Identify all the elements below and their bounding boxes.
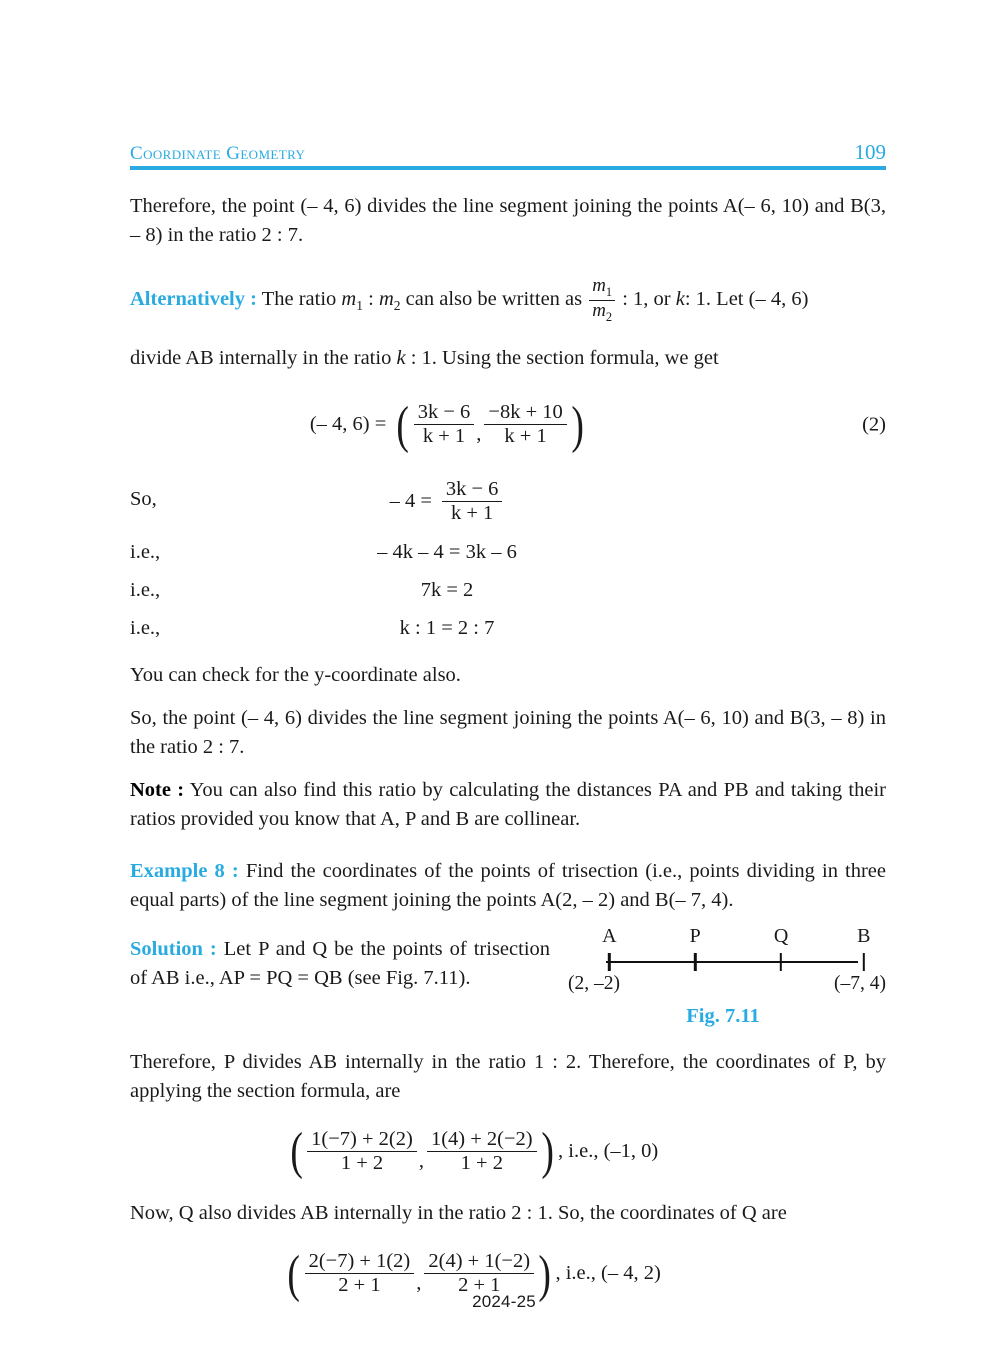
eq2-comma: ,: [476, 423, 482, 446]
figure-caption: Fig. 7.11: [686, 1004, 760, 1027]
alt-text-2: can also be written as: [405, 288, 583, 311]
frac-m-num: m: [592, 275, 606, 297]
m1-subscript: 1: [356, 298, 363, 314]
segment-line: [606, 961, 858, 963]
equation-q-fraction-y: [424, 1250, 534, 1297]
eqq-frac2-den: 2 + 1: [424, 1273, 534, 1297]
equation-so-row: [130, 478, 886, 525]
eq2-frac2-num: −8k + 10: [488, 401, 563, 424]
figure-coordinate-labels: [568, 973, 886, 1003]
segment-tick-b: [863, 953, 865, 971]
equation-2-row: [130, 395, 886, 454]
alt-text-4: : 1. Let (– 4, 6): [684, 288, 809, 311]
figure-label-b: B: [857, 924, 871, 947]
example-label: Example 8 :: [130, 859, 239, 882]
equation-ie1-label: i.e.,: [130, 541, 161, 564]
page-number: 109: [854, 140, 886, 164]
equation-q-fraction-x: [305, 1250, 415, 1297]
alt-text-3: : 1, or: [622, 288, 671, 311]
equation-p-fraction-x: [307, 1128, 417, 1175]
eqp-frac1-den: 1 + 2: [307, 1151, 417, 1175]
equation-q-result: , i.e., (– 4, 2): [555, 1262, 661, 1284]
equation-ie3-row: [130, 617, 886, 645]
equation-ie1: – 4k – 4 = 3k – 6: [377, 541, 517, 564]
frac-m-den: m: [592, 299, 606, 321]
eq-so-den: k + 1: [442, 501, 503, 525]
equation-2-tag: (2): [862, 413, 886, 436]
eqp-frac1-num: 1(−7) + 2(2): [311, 1128, 413, 1151]
eqq-frac1-num: 2(−7) + 1(2): [308, 1250, 411, 1273]
paragraph-now-q: Now, Q also divides AB internally in the ratio 2 : 1. So, the coordinates of Q are: [130, 1201, 787, 1224]
equation-ie2-row: [130, 579, 886, 607]
equation-2-lhs: (– 4, 6) =: [309, 413, 387, 436]
equation-ie3-label: i.e.,: [130, 617, 161, 640]
eqq-comma: ,: [416, 1271, 422, 1294]
figure-label-a: A: [602, 924, 617, 947]
paragraph-divide-ab: [130, 344, 886, 373]
paragraph-therefore-p: Therefore, P divides AB internally in the ratio 1 : 2. Therefore, the coordinates of P, by applying the section formula, are: [130, 1050, 886, 1102]
divide-text-1: divide AB internally in the ratio: [130, 347, 392, 370]
equation-p-result: , i.e., (–1, 0): [558, 1139, 659, 1162]
eqq-frac2-num: 2(4) + 1(−2): [428, 1250, 531, 1273]
eqp-frac2-num: 1(4) + 2(−2): [430, 1128, 533, 1151]
eq2-frac1-den: k + 1: [414, 424, 475, 448]
note-label: Note :: [130, 779, 185, 802]
equation-ie2: 7k = 2: [420, 579, 474, 602]
page-footer: [0, 1292, 1008, 1312]
paragraph-note: [130, 776, 886, 834]
fraction-numerator: [589, 276, 615, 299]
footer-year: 2024-25: [472, 1292, 536, 1311]
frac-m-den-sub: 2: [605, 309, 613, 324]
frac-m-num-sub: 1: [605, 284, 613, 299]
ratio-m1-m2: [341, 288, 401, 314]
figure-label-p: P: [689, 924, 701, 947]
solution-label: Solution :: [130, 937, 217, 960]
equation-so: [130, 478, 886, 525]
figure-coord-a: (2, –2): [568, 972, 620, 994]
m2-symbol: m: [378, 288, 394, 311]
equation-p-fraction-y: [427, 1128, 537, 1175]
header-divider: [130, 166, 886, 170]
eqp-frac2-den: 1 + 2: [427, 1151, 537, 1175]
equation-2-fraction-x: [414, 401, 475, 448]
eq-so-num: 3k − 6: [445, 478, 499, 501]
eq2-frac2-den: k + 1: [484, 424, 566, 448]
k-symbol-2: k: [396, 347, 406, 370]
figure-label-q: Q: [773, 924, 789, 947]
figure-point-labels: [568, 925, 886, 951]
equation-so-lhs: – 4 =: [389, 490, 432, 513]
alt-text-1: The ratio: [261, 288, 337, 311]
fraction-m1-over-m2: [589, 276, 615, 324]
alternatively-label: Alternatively :: [130, 288, 257, 311]
figure-coord-b: (–7, 4): [834, 972, 886, 994]
equation-2-fraction-y: [484, 401, 566, 448]
segment-tick-p: [694, 953, 696, 971]
m1-symbol: m: [341, 288, 357, 311]
ratio-colon: :: [368, 288, 374, 311]
divide-text-2: : 1. Using the section formula, we get: [410, 347, 719, 370]
equation-ie2-label: i.e.,: [130, 579, 161, 602]
note-text: You can also find this ratio by calculating the distances PA and PB and taking their ratios provided you know that A, P and B are collinear.: [130, 779, 886, 831]
fraction-denominator: [589, 300, 615, 324]
segment-tick-q: [780, 953, 782, 971]
equation-q: ( $\frac{2(-7) + 1(2)}{2 + 1}$ , $\frac{2(4) + 1(-2)}{2 + 1}$ ) , i.e., (– 4, 2): [287, 1244, 661, 1303]
paragraph-check-y: [130, 661, 886, 690]
equation-2: (– 4, 6) = ( $\frac{3k - 6}{k + 1}$ , $\frac{-8k + 10}{k + 1}$ ): [309, 395, 584, 454]
equation-p: ( $\frac{1(-7) + 2(2)}{1 + 2}$ , $\frac{1(4) + 2(-2)}{1 + 2}$ ) , i.e., (–1, 0): [290, 1122, 659, 1181]
example-text: Find the coordinates of the points of trisection (i.e., points dividing in three equal parts) of the line segment joining the points A(2, – 2) and B(– 7, 4).: [130, 859, 887, 911]
eqq-frac1-den: 2 + 1: [305, 1273, 415, 1297]
equation-so-label: So,: [130, 488, 157, 511]
check-text: You can check for the y-coordinate also.: [130, 664, 461, 687]
running-head: [130, 140, 886, 164]
paragraph-alternatively: [130, 276, 886, 324]
paragraph-example-8: [130, 857, 886, 915]
figure-7-11: [568, 925, 886, 1028]
solution-text: Let P and Q be the points of trisection of AB i.e., AP = PQ = QB (see Fig. 7.11).: [130, 937, 551, 989]
paragraph-so-point: So, the point (– 4, 6) divides the line segment joining the points A(– 6, 10) and B(3, – 8) in the ratio 2 : 7.: [130, 707, 886, 759]
eqp-comma: ,: [418, 1149, 424, 1172]
m2-subscript: 2: [393, 298, 401, 314]
equation-p-row: [130, 1122, 886, 1181]
figure-segment: [568, 951, 886, 973]
eq2-frac1-num: 3k − 6: [417, 401, 471, 424]
paragraph-therefore-point: Therefore, the point (– 4, 6) divides the line segment joining the points A(– 6, 10) and B(3, – 8) in the ratio 2 : 7.: [130, 195, 886, 247]
k-symbol-1: k: [675, 288, 685, 311]
chapter-title: Coordinate Geometry: [130, 143, 306, 164]
equation-so-fraction: [442, 478, 503, 525]
equation-ie1-row: [130, 541, 886, 569]
segment-tick-a: [608, 953, 610, 971]
equation-ie3: k : 1 = 2 : 7: [399, 617, 495, 640]
